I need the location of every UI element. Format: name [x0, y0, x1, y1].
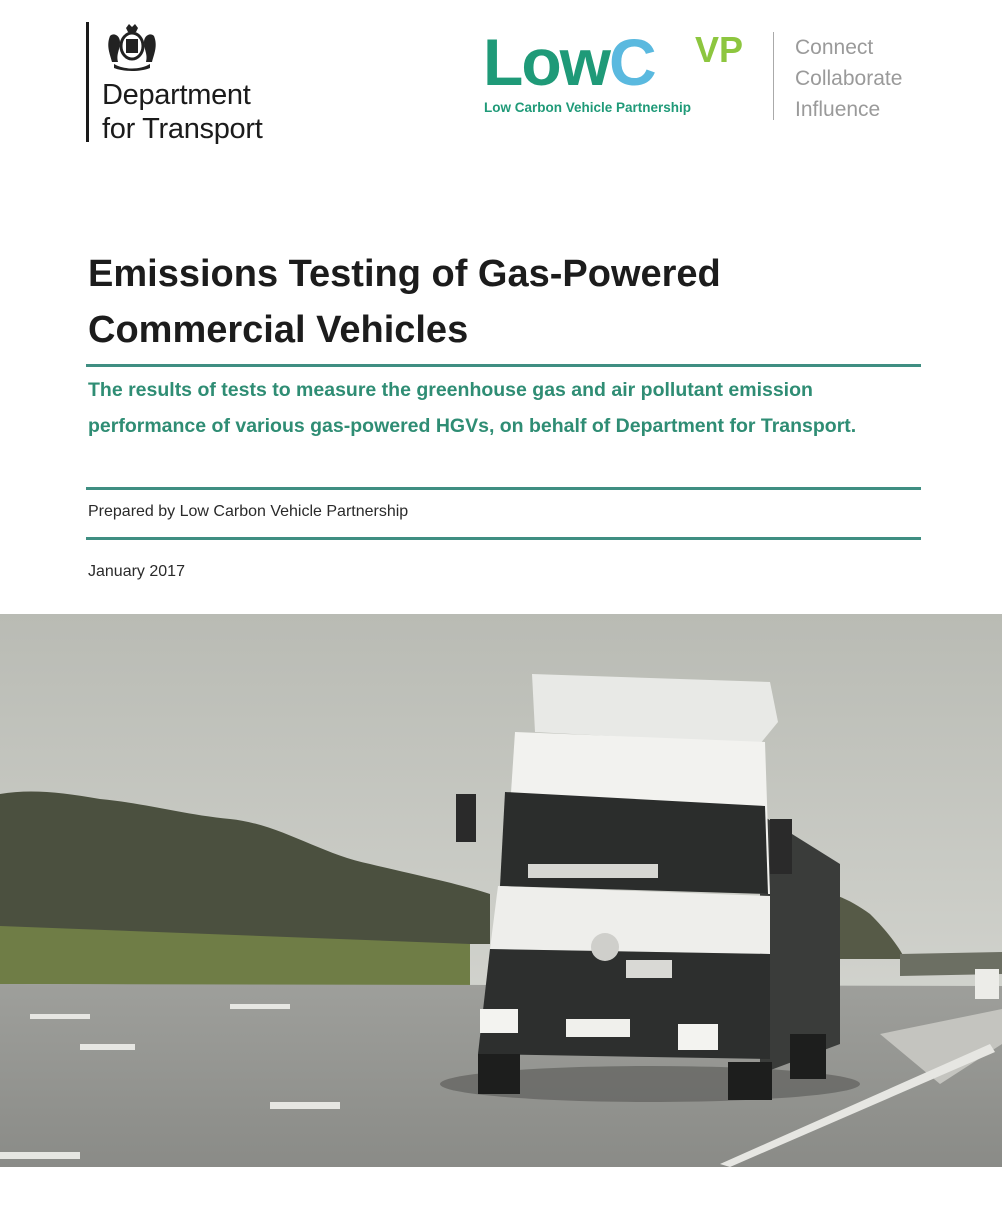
dft-logo-line1: Department: [102, 79, 251, 111]
tagline-connect: Connect: [795, 36, 874, 59]
dft-logo-rule: [86, 22, 89, 142]
dft-logo-text: [102, 78, 263, 146]
truck-photo-illustration: [0, 614, 1002, 1167]
prepared-divider: [86, 537, 921, 540]
lowcvp-word-low: Low: [483, 25, 609, 99]
tagline-influence: Influence: [795, 98, 881, 121]
lowcvp-divider: [773, 32, 774, 120]
lowcvp-word-vp: VP: [695, 29, 744, 70]
tagline-collaborate: Collaborate: [795, 67, 903, 90]
dft-logo-line2: for Transport: [102, 113, 263, 145]
prepared-by: Prepared by Low Carbon Vehicle Partnership: [88, 503, 409, 520]
lowcvp-tagline: [795, 32, 902, 125]
lowcvp-wordmark: [483, 22, 655, 102]
lowcvp-subtitle: Low Carbon Vehicle Partnership: [484, 100, 692, 115]
cover-photo-truck: [0, 614, 1002, 1167]
lowcvp-word-c: C: [608, 25, 655, 99]
royal-crest-icon: [104, 22, 160, 72]
publication-date: January 2017: [88, 563, 185, 580]
lowcvp-logo: [483, 25, 923, 128]
document-subtitle: The results of tests to measure the greenhouse gas and air pollutant emission performance of various gas-powered HGVs, on behalf of Department for Transport.: [88, 379, 857, 437]
title-divider: [86, 364, 921, 367]
subtitle-divider: [86, 487, 921, 490]
document-title: Emissions Testing of Gas-Powered Commercial Vehicles: [88, 253, 721, 351]
